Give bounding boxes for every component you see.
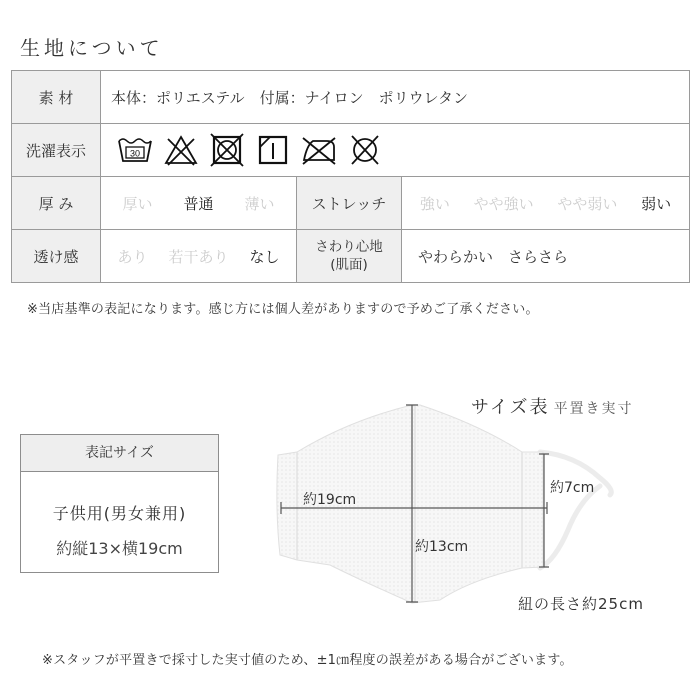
thickness-option-normal-selected: 普通	[183, 194, 214, 213]
thickness-option-thin: 薄い	[244, 194, 275, 213]
size-box-kind: 子供用(男女兼用)	[52, 504, 187, 523]
no-iron-icon	[299, 133, 339, 167]
stretch-option-strong: 強い	[419, 194, 450, 213]
texture-label	[297, 230, 402, 283]
no-dry-clean-icon	[345, 133, 385, 167]
texture-value: やわらかい さらさら	[402, 230, 690, 283]
standard-note: ※当店基準の表記になります。感じ方には個人差がありますので予めご了承ください。	[27, 302, 539, 317]
thickness-stretch-row	[12, 177, 690, 230]
transparency-option-slight: 若干あり	[168, 247, 229, 266]
size-box-header: 表記サイズ	[21, 435, 218, 472]
texture-label-line1: さわり心地	[315, 239, 383, 255]
line-dry-shade-icon	[253, 133, 293, 167]
stretch-option-somewhat-strong: やや強い	[473, 194, 534, 213]
strap-length-label: 紐の長さ約25cm	[518, 595, 644, 613]
size-label-box	[20, 434, 219, 573]
material-label: 素 材	[12, 71, 101, 124]
no-tumble-dry-icon	[207, 133, 247, 167]
material-row	[12, 71, 690, 124]
wash-30-icon	[115, 133, 155, 167]
size-chart-title-main: サイズ表	[471, 397, 550, 418]
material-value: 本体：ポリエステル 付属：ナイロン ポリウレタン	[101, 71, 690, 124]
size-box-dims: 約縦13×横19cm	[56, 539, 183, 558]
care-label: 洗濯表示	[12, 124, 101, 177]
fabric-info-table	[11, 70, 690, 283]
svg-text:30: 30	[129, 148, 141, 159]
transparency-option-yes: あり	[117, 247, 148, 266]
no-bleach-icon	[161, 133, 201, 167]
transparency-options	[101, 246, 296, 267]
thickness-option-thick: 厚い	[122, 194, 153, 213]
transparency-option-none-selected: なし	[249, 247, 280, 266]
transparency-label: 透け感	[12, 230, 101, 283]
stretch-option-somewhat-weak: やや弱い	[557, 194, 618, 213]
side-measure-label: 約7cm	[550, 480, 595, 496]
texture-label-line2: (肌面)	[330, 257, 368, 273]
ear-loop	[540, 452, 611, 568]
stretch-label: ストレッチ	[297, 177, 402, 230]
height-measure-label: 約13cm	[415, 539, 469, 555]
stretch-options	[402, 193, 689, 214]
transparency-texture-row	[12, 230, 690, 283]
thickness-options	[101, 193, 296, 214]
thickness-label: 厚 み	[12, 177, 101, 230]
care-row	[12, 124, 690, 177]
width-measure-label: 約19cm	[303, 492, 357, 508]
size-chart-subtitle: 平置き実寸	[553, 401, 634, 417]
measurement-note: ※スタッフが平置きで採寸した実寸値のため、±1㎝程度の誤差がある場合がございます。	[42, 653, 573, 668]
section-title: 生地について	[20, 36, 164, 60]
care-icons	[111, 133, 689, 167]
stretch-option-weak-selected: 弱い	[641, 194, 672, 213]
